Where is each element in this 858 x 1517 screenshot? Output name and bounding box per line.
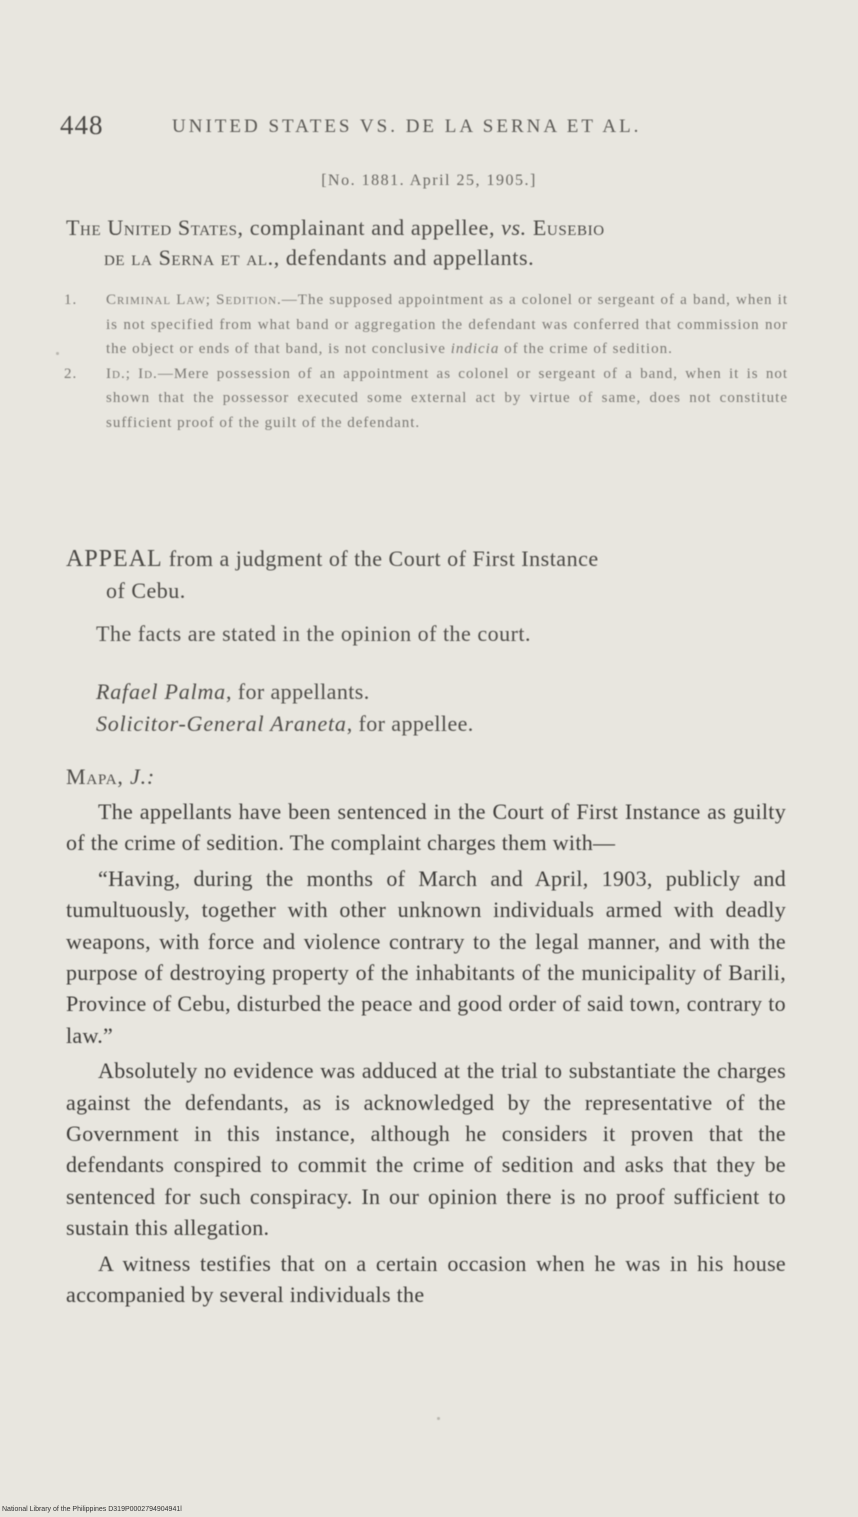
appeal-line-2: of Cebu. [106,578,186,603]
justice-title: J.: [130,764,156,789]
syllabus-tail: of the crime of sedition. [499,341,673,357]
versus: vs. [501,215,527,240]
syllabus-text: —Mere possession of an appointment as colonel or sergeant of a band, when it is not shown that the possessor executed some external act by virtue of same, does not constitute sufficient proof of the guilt of the defendant. [106,365,788,431]
syllabus-number: 1. [64,292,78,308]
opinion-paragraph: “Having, during the months of March and April, 1903, publicly and tumultuously, together with other unknown individuals armed with deadly weapons, with force and violence contrary to the legal manner, and with the purpose of destroying property of the inhabitants of the municipality of Barili, Province of Cebu, disturbed the peace and good order of said town, contrary to law.” [66,865,786,1048]
facts-statement: The facts are stated in the opinion of the court. [96,621,532,646]
counsel-appellee [96,708,786,740]
justice-attribution [66,764,155,790]
justice-name: Mapa [66,764,118,789]
counsel-name: Solicitor-General Araneta [96,711,347,736]
library-footer: National Library of the Philippines D319P0002794904941l [2,1506,182,1513]
page-header [60,110,800,150]
justice-sep: , [117,764,131,789]
appeal-rest: from a judgment of the Court of First Instance [162,546,599,571]
scan-speck [437,1417,440,1420]
party-complainant-role: , complainant and appellee, [237,215,502,240]
syllabus [64,288,788,435]
party-defendant-rest: de la Serna et al. [104,245,274,270]
scan-speck [56,352,59,355]
syllabus-heading: Id.; Id. [106,365,158,382]
counsel-list [96,676,786,740]
opinion-paragraph: The appellants have been sentenced in the Court of First Instance as guilty of the crime of sedition. The complaint charges them with— [66,799,786,856]
party-complainant: The United States [66,215,238,240]
opinion-body [66,796,786,1315]
counsel-appellants [96,676,786,708]
party-defendant-role: , defendants and appellants. [273,245,535,270]
syllabus-number: 2. [64,365,78,382]
party-defendant-first: Eusebio [526,215,605,240]
syllabus-heading: Criminal Law; Sedition. [106,292,282,308]
parties-line-2 [66,243,796,273]
syllabus-item [64,362,788,436]
page-number: 448 [60,110,104,140]
syllabus-text: —The supposed appointment as a colonel or sergeant of a band, when it is not specified from what band or aggregation the defendant was conferred that commission nor the object or ends of that band, is not conclusive [106,292,788,357]
running-title: UNITED STATES VS. DE LA SERNA ET AL. [172,116,642,137]
syllabus-italic: indicia [450,341,500,357]
docket-line: [No. 1881. April 25, 1905.] [321,172,537,189]
opinion-paragraph: Absolutely no evidence was adduced at the trial to substantiate the charges against the defendants, as is acknowledged by the representative of the Government in this instance, although he considers it proven that the defendants conspired to commit the crime of sedition and asks that they be sentenced for such conspiracy. In our opinion there is no proof sufficient to sustain this allegation. [66,1058,786,1241]
appeal-first-word: APPEAL [66,546,163,572]
counsel-role: , for appellants. [225,679,370,704]
syllabus-item [64,288,788,362]
case-parties [66,213,796,273]
appeal-statement [66,543,786,607]
counsel-name: Rafael Palma [96,679,226,704]
counsel-role: , for appellee. [346,711,474,736]
opinion-paragraph: A witness testifies that on a certain occasion when he was in his house accompanied by several individuals the [66,1250,786,1308]
